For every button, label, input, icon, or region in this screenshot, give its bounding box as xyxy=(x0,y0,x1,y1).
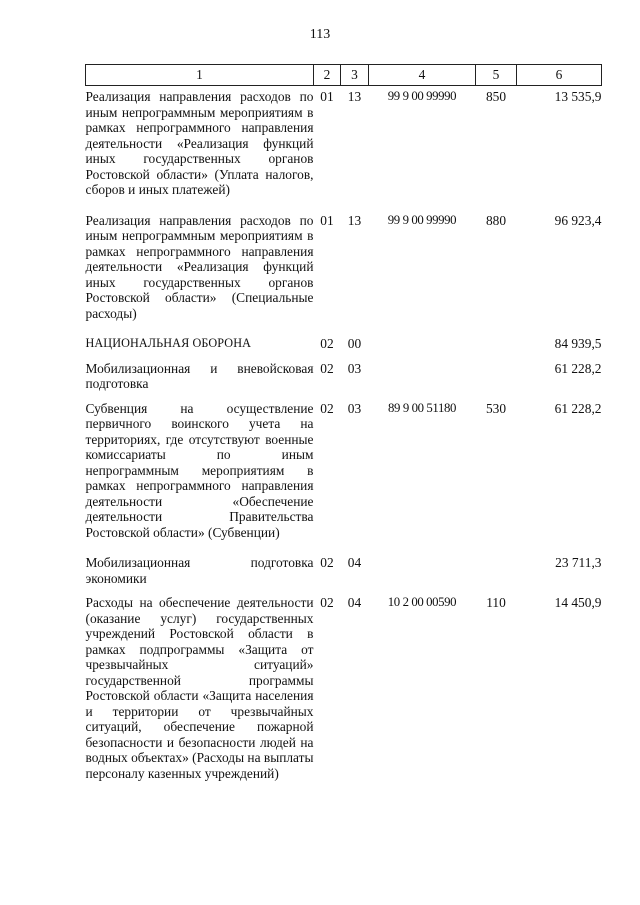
row-amount: 13 535,9 xyxy=(554,89,602,104)
row-section: 02 xyxy=(320,400,334,416)
row-expense-type: 110 xyxy=(486,595,506,610)
row-expense-type: 850 xyxy=(485,89,507,104)
row-name: Мобилизационная и вневойсковая подготовка xyxy=(85,360,314,391)
table-row xyxy=(86,203,602,327)
row-target-code: 99 9 00 99990 xyxy=(387,212,457,227)
row-target-code xyxy=(369,357,476,397)
page-number: 113 xyxy=(309,27,331,42)
row-section: 01 xyxy=(320,89,334,104)
row-target-code: 10 2 00 00590 xyxy=(387,595,457,609)
column-header: 5 xyxy=(476,65,517,86)
column-header: 2 xyxy=(314,65,341,86)
row-expense-type: 530 xyxy=(485,400,507,416)
row-name: Реализация направления расходов по иным непрограммным мероприятиям в рамках непрограммного направления деятельности «Реализация функций иных государственных органов Ростовской области» (Специальные расходы) xyxy=(85,212,314,321)
row-target-code xyxy=(369,326,476,357)
row-section: 02 xyxy=(320,555,334,570)
table-row xyxy=(86,326,602,357)
row-amount: 14 450,9 xyxy=(554,595,602,610)
row-amount: 84 939,5 xyxy=(554,336,602,351)
row-expense-type xyxy=(476,545,517,591)
row-subsection: 03 xyxy=(347,400,362,416)
row-amount: 61 228,2 xyxy=(554,400,602,416)
table-row xyxy=(86,397,602,546)
row-name: Реализация направления расходов по иным непрограммным мероприятиям в рамках непрограммного направления деятельности «Реализация функций иных государственных органов Ростовской области» (Уплата налогов, сборов и иных платежей) xyxy=(85,89,314,197)
row-target-code: 99 9 00 99990 xyxy=(387,89,457,103)
row-section: 02 xyxy=(320,336,334,351)
column-header: 4 xyxy=(369,65,476,86)
table-header-row xyxy=(86,65,602,86)
row-amount: 23 711,3 xyxy=(555,555,602,570)
row-target-code: 89 9 00 51180 xyxy=(388,400,456,415)
column-header: 3 xyxy=(341,65,369,86)
row-name: Субвенция на осуществление первичного воинского учета на территориях, где отсутствуют военные комиссариаты по иным непрограммным мероприятиям в рамках непрограммного направления деятельности «Обеспечение деятельности Правительства Ростовской области» (Субвенции) xyxy=(85,400,314,540)
row-name: Расходы на обеспечение деятельности (оказание услуг) государственных учреждений Ростовской области в рамках подпрограммы «Защита от чрезвычайных ситуаций» государственной программы Ростовской области «Защита населения и территории от чрезвычайных ситуаций, обеспечение пожарной безопасности и безопасности людей на водных объектах» (Расходы на выплаты персоналу казенных учреждений) xyxy=(85,595,314,781)
row-expense-type xyxy=(476,326,517,357)
row-subsection: 03 xyxy=(347,360,362,376)
row-amount: 61 228,2 xyxy=(554,360,602,376)
row-section: 02 xyxy=(320,360,334,376)
table-row xyxy=(86,545,602,591)
row-subsection: 04 xyxy=(347,555,362,570)
table-row xyxy=(86,357,602,397)
column-header: 6 xyxy=(517,65,602,86)
row-subsection: 13 xyxy=(347,89,362,104)
row-expense-type xyxy=(476,357,517,397)
row-target-code xyxy=(369,545,476,591)
column-header: 1 xyxy=(86,65,314,86)
row-name: НАЦИОНАЛЬНАЯ ОБОРОНА xyxy=(85,336,252,350)
row-subsection: 00 xyxy=(347,336,362,351)
table-row xyxy=(86,86,602,203)
row-subsection: 04 xyxy=(347,595,362,610)
row-section: 02 xyxy=(320,595,334,610)
row-expense-type: 880 xyxy=(485,212,507,228)
table-row xyxy=(86,591,602,786)
row-subsection: 13 xyxy=(347,212,362,228)
row-amount: 96 923,4 xyxy=(554,212,602,228)
budget-table xyxy=(85,64,602,786)
row-section: 01 xyxy=(320,212,334,228)
row-name: Мобилизационная подготовка экономики xyxy=(85,555,314,586)
